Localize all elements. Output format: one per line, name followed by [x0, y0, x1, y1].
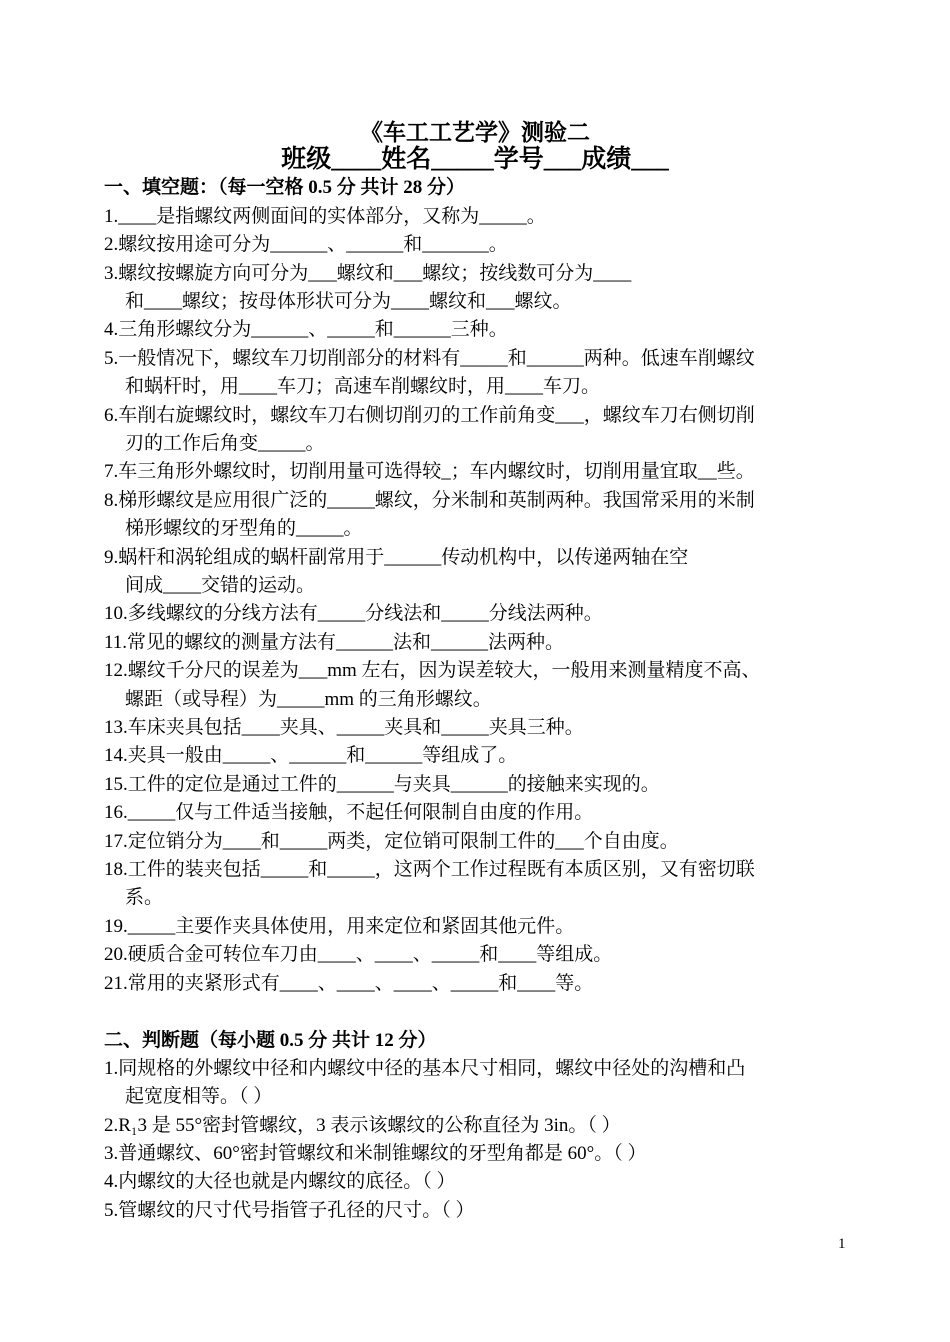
- document-title: 《车工工艺学》测验二: [360, 120, 590, 145]
- question-line-continued: 和蜗杆时，用____车刀；高速车削螺纹时，用____车刀。: [125, 376, 601, 397]
- question-line: 14.夹具一般由_____、______和______等组成了。: [104, 745, 518, 766]
- question-line: 2.R₁3 是 55°密封管螺纹，3 表示该螺纹的公称直径为 3in。（ ）: [104, 1115, 621, 1136]
- question-line: 10.多线螺纹的分线方法有_____分线法和_____分线法两种。: [104, 603, 603, 624]
- page-number: 1: [838, 1236, 846, 1252]
- question-line: 12.螺纹千分尺的误差为___mm 左右，因为误差较大，一般用来测量精度不高、: [104, 660, 761, 681]
- section-2-heading: 二、判断题（每小题 0.5 分 共计 12 分）: [104, 1030, 437, 1051]
- question-line: 5.管螺纹的尺寸代号指管子孔径的尺寸。（ ）: [104, 1200, 475, 1221]
- question-line: 4.三角形螺纹分为______、_____和______三种。: [104, 319, 508, 340]
- question-line: 18.工件的装夹包括_____和_____，这两个工作过程既有本质区别，又有密切联: [104, 859, 755, 880]
- student-info-line: 班级____姓名_____学号___成绩___: [281, 146, 669, 173]
- question-line: 3.普通螺纹、60°密封管螺纹和米制锥螺纹的牙型角都是 60°。（ ）: [104, 1143, 647, 1164]
- question-line-continued: 刃的工作后角变_____。: [125, 433, 325, 454]
- question-line: 17.定位销分为____和_____两类，定位销可限制工件的___个自由度。: [104, 831, 679, 852]
- question-line: 6.车削右旋螺纹时，螺纹车刀右侧切削刃的工作前角变___，螺纹车刀右侧切削: [104, 405, 755, 426]
- question-line: 4.内螺纹的大径也就是内螺纹的底径。（ ）: [104, 1171, 456, 1192]
- question-line-continued: 系。: [125, 887, 164, 908]
- section-1-heading: 一、填空题：（每一空格 0.5 分 共计 28 分）: [104, 177, 466, 198]
- question-line-continued: 间成____交错的运动。: [125, 575, 316, 596]
- question-line: 9.蜗杆和涡轮组成的蜗杆副常用于______传动机构中，以传递两轴在空: [104, 547, 689, 568]
- question-line: 1.____是指螺纹两侧面间的实体部分，又称为_____。: [104, 206, 546, 227]
- question-line: 16._____仅与工件适当接触，不起任何限制自由度的作用。: [104, 802, 594, 823]
- question-line: 11.常见的螺纹的测量方法有______法和______法两种。: [104, 632, 565, 653]
- question-line: 13.车床夹具包括____夹具、_____夹具和_____夹具三种。: [104, 717, 584, 738]
- question-line: 19._____主要作夹具体使用，用来定位和紧固其他元件。: [104, 916, 575, 937]
- question-line-continued: 和____螺纹；按母体形状可分为____螺纹和___螺纹。: [125, 291, 572, 312]
- question-line-continued: 螺距（或导程）为_____mm 的三角形螺纹。: [125, 689, 492, 710]
- question-line: 2.螺纹按用途可分为______、______和_______。: [104, 234, 508, 255]
- question-line: 8.梯形螺纹是应用很广泛的_____螺纹，分米制和英制两种。我国常采用的米制: [104, 490, 755, 511]
- question-line: 5.一般情况下，螺纹车刀切削部分的材料有_____和______两种。低速车削螺纹: [104, 348, 755, 369]
- question-line: 3.螺纹按螺旋方向可分为___螺纹和___螺纹；按线数可分为____: [104, 263, 632, 284]
- question-line-continued: 梯形螺纹的牙型角的_____。: [125, 518, 363, 539]
- question-line: 15.工件的定位是通过工件的______与夹具______的接触来实现的。: [104, 774, 660, 795]
- question-line: 7.车三角形外螺纹时，切削用量可选得较_；车内螺纹时，切削用量宜取__些。: [104, 461, 755, 482]
- question-line: 1.同规格的外螺纹中径和内螺纹中径的基本尺寸相同，螺纹中径处的沟槽和凸: [104, 1058, 746, 1079]
- question-line-continued: 起宽度相等。（ ）: [125, 1086, 273, 1107]
- question-line: 20.硬质合金可转位车刀由____、____、_____和____等组成。: [104, 944, 613, 965]
- question-line: 21.常用的夹紧形式有____、____、____、_____和____等。: [104, 973, 594, 994]
